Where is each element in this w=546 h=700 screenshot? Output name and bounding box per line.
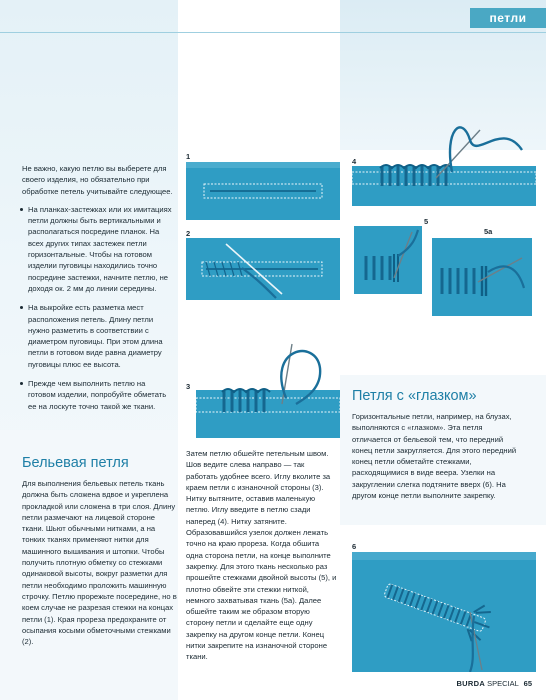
- figure-5a-bartack-wrap-illustration: [432, 238, 532, 316]
- figure-number: 1: [186, 152, 191, 161]
- intro-bullet: На планках-застежках или их имитациях петли должны быть вертикальными и располагаться посредине планок. На всех других типах застежек петли горизонтальные. Чтобы на готовом изделии пуговицы находились точно посредине застежки, начните петлю, не доходя ок. 2 мм до линии середины.: [22, 204, 174, 294]
- footer-edition: SPECIAL: [487, 679, 519, 688]
- figure-number: 5: [424, 217, 429, 226]
- section-title-eye: Петля с «глазком»: [352, 388, 477, 404]
- section-label: петли: [470, 8, 546, 28]
- figure-number: 4: [352, 157, 357, 166]
- intro-bullet: Прежде чем выполнить петлю на готовом изделии, попробуйте обметать ее на лоскуте точно такой же ткани.: [22, 378, 174, 412]
- figure-number: 6: [352, 542, 357, 551]
- footer-brand: BURDA: [456, 679, 486, 688]
- figure-number: 3: [186, 382, 191, 391]
- figure-4-knot-illustration: [352, 110, 536, 206]
- top-divider: [0, 32, 546, 33]
- figure-3-buttonhole-stitch-illustration: [196, 338, 340, 438]
- figure-5-bartack-illustration: [354, 226, 422, 294]
- figure-6-keyhole-buttonhole-illustration: [352, 552, 536, 672]
- figure-number: 2: [186, 229, 191, 238]
- intro-paragraph: Не важно, какую петлю вы выберете для своего изделия, но обязательно при обработке петель учитывайте следующее.: [22, 164, 173, 196]
- section-linen-text: Для выполнения бельевых петель ткань должна быть сложена вдвое и укреплена прокладкой или сложена в три слоя. Длину петли размечают на лицевой стороне ткани. Шьют обычными нитками, а на тонких тканях применяют нитки для машинного вышивания и штопки. Чтобы получить плотную обметку со стежками одинаковой высоты, вокруг разметки для петли необходимо проложить машинную строчку. Петлю прорежьте посередине, но в коем случае не разрезая стежки на концах петли (1). Края прореза предохраните от осыпания косыми обметочными стежками (2).: [22, 479, 177, 647]
- intro-bullet: На выкройке есть разметка мест расположения петель. Длину петли нужно разметить в соответствии с диаметром пуговицы. При этом длина петли в готовом виде равна диаметру пуговицы плюс ее высота.: [22, 302, 174, 370]
- page-number: 65: [523, 679, 532, 688]
- section-title-linen: Бельевая петля: [22, 455, 129, 471]
- page-footer: [456, 679, 532, 688]
- figure-1-slit-illustration: [186, 162, 340, 220]
- figure-number: 5a: [484, 227, 493, 236]
- section-middle-text: Затем петлю обшейте петельным швом. Шов ведите слева направо — так работать удобнее всего. Иглу вколите за краем петли с изнаночной стороны (3). Нитку вытяните, оставив маленькую петлю. Иглу введите в петлю сзади наперед (4). Нитку затяните. Образовавшийся узелок должен лежать точно на краю прореза. Когда обшита одна сторона петли, на конце выполните закрепку. Для этого ткань несколько раз прошейте стежками двойной высоты (5), и плотно обвейте эти стежки ниткой, немного захватывая ткань (5a). Далее обшейте таким же образом вторую сторону петли и сделайте еще одну закрепку на другом конце петли. Конец нитки закрепите на изнаночной стороне ткани.: [186, 449, 337, 662]
- figure-2-overcasting-illustration: [186, 238, 340, 300]
- section-eye-text: Горизонтальные петли, например, на блузах, выполняются с «глазком». Эта петля отличается от бельевой тем, что передний конец петли закругляется. Для этого передний конец петли обметайте стежками, расходящимися в виде веера. Узелки на закруглении слегка подтяните вверх (6). На другом конце петли выполните закрепку.: [352, 412, 517, 501]
- intro-block: [22, 163, 174, 420]
